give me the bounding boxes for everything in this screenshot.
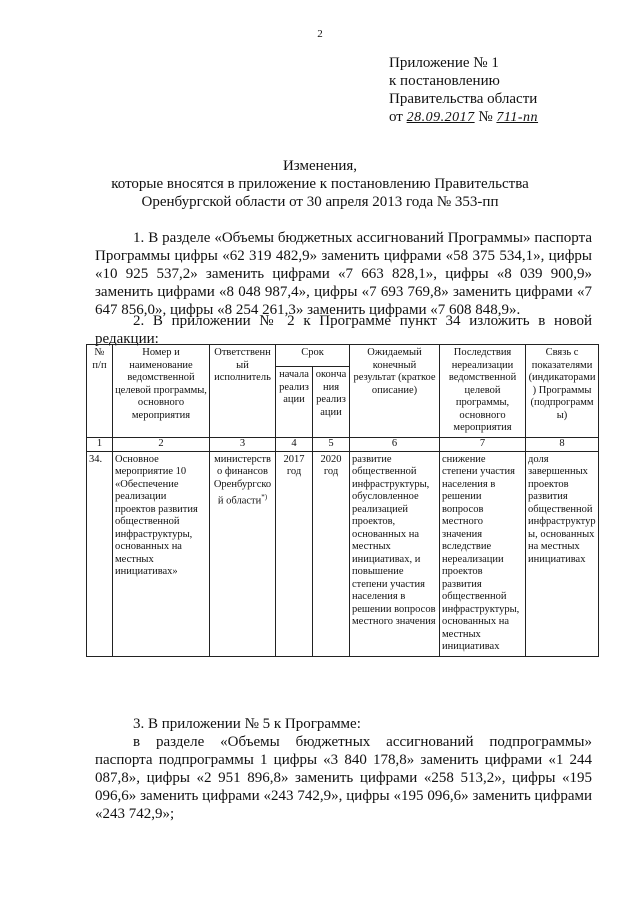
appendix-block	[389, 54, 538, 127]
program-table	[86, 344, 599, 657]
appendix-line2: к постановлению	[389, 73, 500, 89]
paragraph-3-text: в разделе «Объемы бюджетных ассигнований подпрограммы» паспорта подпрограммы 1 цифры «3 840 178,8» заменить цифрами «1 244 087,8», цифры «2 951 896,8» заменить цифрами «258 513,2», цифры «195 096,6» заменить цифрами «243 742,9», цифры «195 096,6» заменить цифрами «243 742,9»;	[95, 734, 592, 822]
table-number-row	[87, 437, 599, 451]
table-row	[87, 451, 599, 656]
title-line3: Оренбургской области от 30 апреля 2013 года № 353-пп	[141, 194, 499, 210]
header-name: Номер и наименование ведомственной целевой программы, основного мероприятия	[113, 345, 210, 438]
row-link: доля завершенных проектов развития общественной инфраструктуры, основанных на местных инициативах	[526, 451, 599, 656]
paragraph-1: 1. В разделе «Объемы бюджетных ассигнований Программы» паспорта Программы цифры «62 319 482,9» заменить цифрами «58 375 534,1», цифры «10 925 537,2» заменить цифрами «7 663 828,1», цифры «8 039 900,9» заменить цифрами «8 048 987,4», цифры «7 693 769,8» заменить цифрами «7 647 856,0», цифры «8 254 261,3» заменить цифрами «7 608 848,9».	[95, 230, 592, 318]
col-number: 8	[526, 437, 599, 451]
header-num: № п/п	[87, 345, 113, 438]
date-prefix: от	[389, 109, 403, 125]
page-number: 2	[317, 28, 323, 40]
paragraph-2: 2. В приложении № 2 к Программе пункт 34 изложить в новой редакции:	[95, 313, 592, 347]
appendix-line1: Приложение № 1	[389, 55, 499, 71]
appendix-date-line	[389, 108, 538, 127]
row-consequences: снижение степени участия населения в решении вопросов местного значения вследствие нереализации проектов развития общественной инфраструктуры, основанных на местных инициативах	[440, 451, 526, 656]
row-num: 34.	[87, 451, 113, 656]
header-end: окончания реализации	[313, 367, 350, 437]
col-number: 7	[440, 437, 526, 451]
header-start: начала реализации	[276, 367, 313, 437]
col-number: 1	[87, 437, 113, 451]
paragraph-3-heading: 3. В приложении № 5 к Программе:	[133, 716, 361, 732]
title-line1: Изменения,	[282, 158, 358, 174]
row-start: 2017 год	[276, 451, 313, 656]
appendix-line3: Правительства области	[389, 91, 538, 107]
table-header-row	[87, 345, 599, 367]
row-executor	[210, 451, 276, 656]
col-number: 2	[113, 437, 210, 451]
handwritten-date: 28.09.2017	[406, 110, 475, 125]
number-prefix: №	[478, 109, 493, 125]
row-executor-text: министерство финансов Оренбургской области	[213, 453, 272, 507]
title-line2: которые вносятся в приложение к постановлению Правительства	[111, 176, 529, 192]
paragraph-3	[95, 715, 592, 823]
col-number: 5	[313, 437, 350, 451]
document-title	[0, 157, 640, 211]
row-end: 2020 год	[313, 451, 350, 656]
footnote-mark: *)	[261, 493, 268, 501]
col-number: 4	[276, 437, 313, 451]
row-result: развитие общественной инфраструктуры, обусловленное реализацией проектов, основанных на местных инициативах, и повышение степени участия населения в решении вопросов местного значения	[350, 451, 440, 656]
header-consequences: Последствия нереализации ведомственной целевой программы, основного мероприятия	[440, 345, 526, 438]
col-number: 6	[350, 437, 440, 451]
col-number: 3	[210, 437, 276, 451]
header-link: Связь с показателями (индикаторами) Программы (подпрограммы)	[526, 345, 599, 438]
header-result: Ожидаемый конечный результат (краткое описание)	[350, 345, 440, 438]
row-name: Основное мероприятие 10 «Обеспечение реализации проектов развития общественной инфраструктуры, основанных на местных инициативах»	[113, 451, 210, 656]
header-srok: Срок	[276, 345, 350, 367]
handwritten-number: 711-пп	[496, 110, 539, 125]
header-executor: Ответственный исполнитель	[210, 345, 276, 438]
